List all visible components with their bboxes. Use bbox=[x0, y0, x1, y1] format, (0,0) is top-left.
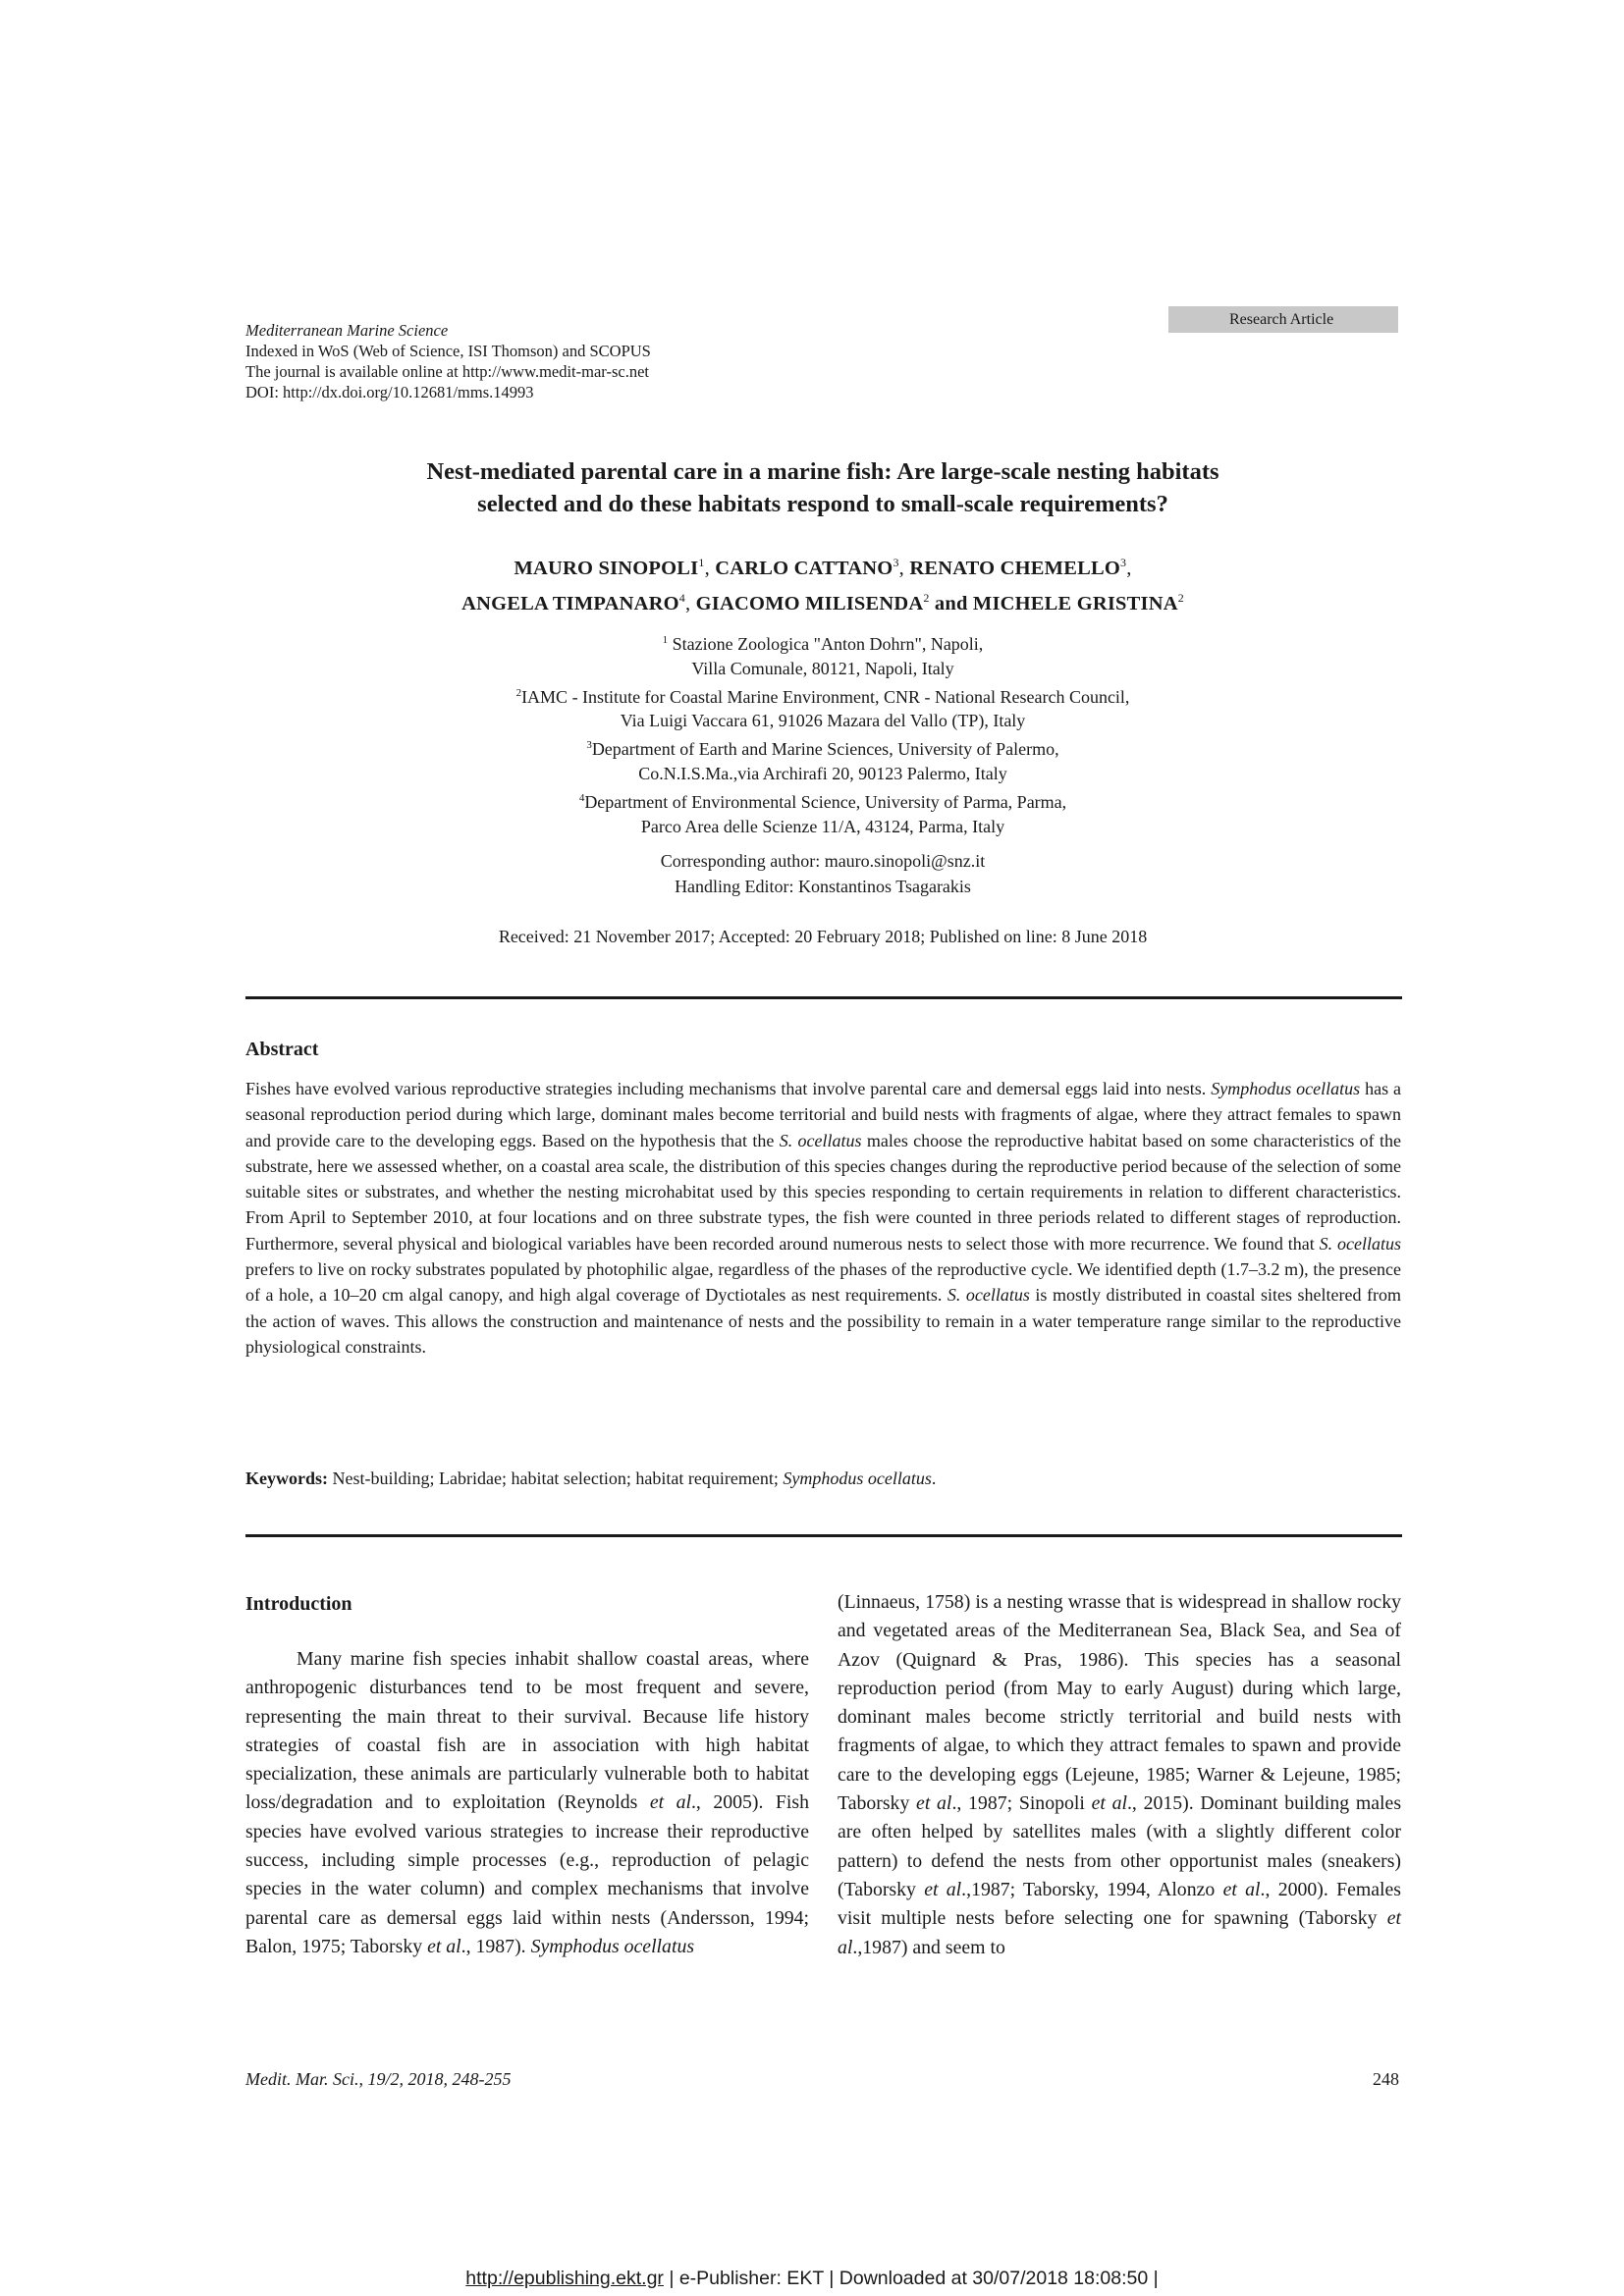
abstract-heading: Abstract bbox=[245, 1039, 319, 1060]
epublishing-link[interactable]: http://epublishing.ekt.gr bbox=[465, 2268, 664, 2289]
author-list: MAURO SINOPOLI$^1$, CARLO CATTANO$^3$, RENATO CHEMELLO$^3$, ANGELA TIMPANARO$^4$, GIACOMO MILISENDA$^2$ and MICHELE GRISTINA$^2$ bbox=[461, 556, 1184, 614]
divider-top bbox=[245, 996, 1402, 999]
intro-column-left: Many marine fish species inhabit shallow coastal areas, where anthropogenic disturbances tend to be most frequent and severe, representing the main threat to their survival. Because life history strategies of coastal fish are in association with high habitat specialization, these animals are particularly vulnerable both to habitat loss/degradation and to exploitation (Reynolds et al., 2005). Fish species have evolved various strategies to increase their reproductive success, including simple processes (e.g., reproduction of pelagic species in the water column) and complex mechanisms that involve parental care as demersal eggs laid within nests (Andersson, 1994; Balon, 1975; Taborsky et al., 1987). Symphodus ocellatus bbox=[245, 1648, 810, 1957]
journal-name: Mediterranean Marine Science bbox=[245, 321, 449, 340]
author-name: MAURO SINOPOLI bbox=[514, 557, 699, 579]
author-name: ANGELA TIMPANARO bbox=[461, 592, 679, 614]
author-name: RENATO CHEMELLO bbox=[909, 557, 1120, 579]
handling-editor: Handling Editor: Konstantinos Tsagarakis bbox=[675, 877, 971, 896]
author-name: MICHELE GRISTINA bbox=[972, 592, 1178, 614]
author-name: GIACOMO MILISENDA bbox=[695, 592, 924, 614]
download-info-bar: http://epublishing.ekt.gr | e-Publisher: EKT | Downloaded at 30/07/2018 18:08:50 | bbox=[465, 2268, 1159, 2289]
article-type-badge: Research Article bbox=[1168, 306, 1398, 333]
article-title: Nest-mediated parental care in a marine fish: Are large-scale nesting habitats selected and do these habitats respond to small-scale requirements? bbox=[426, 458, 1219, 517]
keywords: Keywords: Nest-building; Labridae; habitat selection; habitat requirement; Symphodus ocellatus. bbox=[245, 1468, 937, 1488]
contact-info bbox=[245, 848, 1400, 899]
online-line: The journal is available online at http://www.medit-mar-sc.net bbox=[245, 362, 649, 381]
author-name: CARLO CATTANO bbox=[715, 557, 893, 579]
indexed-line: Indexed in WoS (Web of Science, ISI Thomson) and SCOPUS bbox=[245, 342, 651, 360]
affiliations: $^1$ Stazione Zoologica "Anton Dohrn", Napoli, Villa Comunale, 80121, Napoli, Italy $^2$IAMC - Institute for Coastal Marine Environment, CNR - National Research Council, Via Luigi Vaccara 61, 91026 Mazara del Vallo (TP), Italy $^3$Department of Earth and Marine Sciences, University of Palermo, Co.N.I.S.Ma.,via Archirafi 20, 90123 Palermo, Italy $^4$Department of Environmental Science, University of Parma, Parma, Parco Area delle Scienze 11/A, 43124, Parma, Italy bbox=[515, 634, 1130, 836]
journal-citation: Medit. Mar. Sci., 19/2, 2018, 248-255 bbox=[245, 2069, 512, 2089]
journal-header bbox=[245, 320, 651, 402]
corresponding-author: Corresponding author: mauro.sinopoli@snz.it bbox=[660, 851, 986, 871]
page-number: 248 bbox=[1373, 2069, 1399, 2089]
introduction-heading: Introduction bbox=[245, 1593, 352, 1615]
doi-line: DOI: http://dx.doi.org/10.12681/mms.14993 bbox=[245, 383, 534, 401]
publication-dates: Received: 21 November 2017; Accepted: 20 February 2018; Published on line: 8 June 2018 bbox=[498, 927, 1148, 946]
abstract-text: Fishes have evolved various reproductive strategies including mechanisms that involve parental care and demersal eggs laid into nests. Symphodus ocellatus has a seasonal reproduction period during which large, dominant males become territorial and build nests with fragments of algae, where they attract females to spawn and provide care to the developing eggs. Based on the hypothesis that the S. ocellatus males choose the reproductive habitat based on some characteristics of the substrate, here we assessed whether, on a coastal area scale, the distribution of this species changes during the reproductive period because of the selection of some suitable sites or substrates, and whether the nesting microhabitat used by this species responding to certain requirements in relation to different characteristics. From April to September 2010, at four locations and on three substrate types, the fish were counted in three periods related to different stages of reproduction. Furthermore, several physical and biological variables have been recorded around numerous nests to select those with more recurrence. We found that S. ocellatus prefers to live on rocky substrates populated by photophilic algae, regardless of the phases of the reproductive cycle. We identified depth (1.7–3.2 m), the presence of a hole, a 10–20 cm algal canopy, and high algal coverage of Dyctiotales as nest requirements. S. ocellatus is mostly distributed in coastal sites sheltered from the action of waves. This allows the construction and maintenance of nests and the possibility to remain in a water temperature range similar to the reproductive physiological constraints. bbox=[245, 1079, 1402, 1357]
intro-column-right: (Linnaeus, 1758) is a nesting wrasse that is widespread in shallow rocky and vegetated areas of the Mediterranean Sea, Black Sea, and Sea of Azov (Quignard & Pras, 1986). This species has a seasonal reproduction period (from May to early August) during which large, dominant males become strictly territorial and build nests with fragments of algae, to which they attract females to spawn and provide care to the developing eggs (Lejeune, 1985; Warner & Lejeune, 1985; Taborsky et al., 1987; Sinopoli et al., 2015). Dominant building males are often helped by satellites males (with a slightly different color pattern) to defend the nests from other opportunist males (sneakers) (Taborsky et al.,1987; Taborsky, 1994, Alonzo et al., 2000). Females visit multiple nests before selecting one for spawning (Taborsky et al.,1987) and seem to bbox=[838, 1591, 1402, 1958]
divider-bottom bbox=[245, 1534, 1402, 1537]
